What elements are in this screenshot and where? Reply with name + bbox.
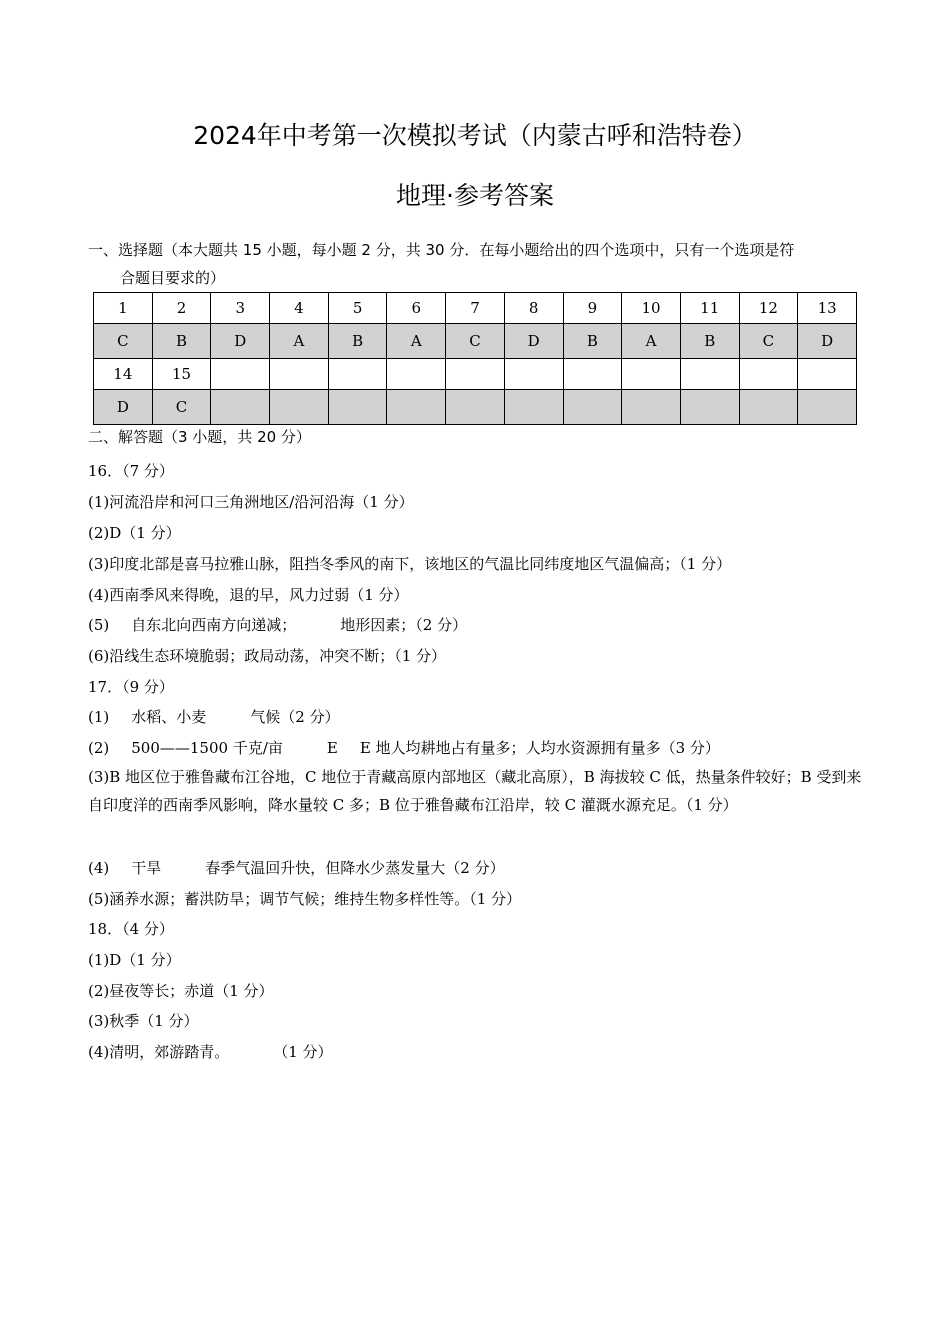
section1-heading-line1: 一、选择题（本大题共 15 小题，每小题 2 分，共 30 分．在每小题给出的四个选项中，只有一个选项是符 <box>88 241 795 259</box>
table-cell <box>680 390 739 425</box>
q16-answer-1: (1)河流沿岸和河口三角洲地区/沿河沿海（1 分） <box>88 493 414 511</box>
q17-answer-2-part2: E <box>326 739 338 757</box>
q18-answer-4 <box>88 1041 333 1062</box>
table-cell: B <box>680 324 739 359</box>
q17-answer-1-part1: 水稻、小麦 <box>131 708 207 726</box>
q16-answer-3: (3)印度北部是喜马拉雅山脉，阻挡冬季风的南下，该地区的气温比同纬度地区气温偏高；（1 分） <box>88 555 732 573</box>
table-cell <box>270 359 329 390</box>
table-row-answers-2 <box>94 390 857 425</box>
q18-answer-4-part2: （1 分） <box>273 1043 333 1061</box>
table-cell <box>504 390 563 425</box>
q17-answer-1-number: (1) <box>88 708 110 726</box>
table-cell: C <box>739 324 798 359</box>
table-cell: 9 <box>563 293 622 324</box>
q17-answer-4-part1: 干旱 <box>131 859 162 877</box>
q18-answer-2: (2)昼夜等长；赤道（1 分） <box>88 982 274 1000</box>
table-cell: 3 <box>211 293 270 324</box>
table-cell <box>798 359 857 390</box>
table-cell: C <box>446 324 505 359</box>
table-cell: 10 <box>622 293 681 324</box>
section2-heading: 二、解答题（3 小题，共 20 分） <box>88 428 311 446</box>
table-cell <box>739 390 798 425</box>
table-cell: B <box>563 324 622 359</box>
page-title: 2024年中考第一次模拟考试（内蒙古呼和浩特卷） <box>193 121 757 150</box>
table-cell <box>622 390 681 425</box>
section1-heading <box>88 236 868 292</box>
table-cell: C <box>94 324 153 359</box>
q16-answer-2: (2)D（1 分） <box>88 524 181 542</box>
table-cell: C <box>152 390 211 425</box>
table-cell: 6 <box>387 293 446 324</box>
table-cell <box>270 390 329 425</box>
q17-answer-1-part2: 气候（2 分） <box>250 708 340 726</box>
table-cell <box>680 359 739 390</box>
table-cell: 14 <box>94 359 153 390</box>
table-cell: D <box>504 324 563 359</box>
q17-answer-4-number: (4) <box>88 859 110 877</box>
table-cell <box>328 390 387 425</box>
q17-answer-2-number: (2) <box>88 739 110 757</box>
q18-heading: 18．（4 分） <box>88 920 174 938</box>
table-cell <box>504 359 563 390</box>
q16-heading: 16．（7 分） <box>88 462 174 480</box>
q16-answer-5-number: (5) <box>88 616 110 634</box>
table-cell <box>328 359 387 390</box>
table-cell <box>211 359 270 390</box>
table-cell: B <box>328 324 387 359</box>
table-row-numbers-2 <box>94 359 857 390</box>
table-cell: D <box>211 324 270 359</box>
table-cell: 13 <box>798 293 857 324</box>
q17-answer-2-part3: E 地人均耕地占有量多；人均水资源拥有量多（3 分） <box>359 739 720 757</box>
q17-answer-2-part1: 500——1500 千克/亩 <box>131 739 283 757</box>
table-cell <box>387 359 446 390</box>
table-cell: D <box>798 324 857 359</box>
table-row-numbers-1 <box>94 293 857 324</box>
table-cell <box>211 390 270 425</box>
q18-answer-3: (3)秋季（1 分） <box>88 1012 199 1030</box>
table-cell: 2 <box>152 293 211 324</box>
table-row-answers-1 <box>94 324 857 359</box>
q17-answer-4-part2: 春季气温回升快，但降水少蒸发量大（2 分） <box>205 859 505 877</box>
table-cell: 12 <box>739 293 798 324</box>
table-cell: 15 <box>152 359 211 390</box>
q16-answer-4: (4)西南季风来得晚，退的早，风力过弱（1 分） <box>88 586 409 604</box>
table-cell <box>446 390 505 425</box>
table-cell <box>622 359 681 390</box>
q16-answer-6: (6)沿线生态环境脆弱；政局动荡，冲突不断；（1 分） <box>88 647 447 665</box>
table-cell: A <box>270 324 329 359</box>
page-subtitle: 地理·参考答案 <box>396 181 554 210</box>
q16-answer-5-part2: 地形因素；（2 分） <box>340 616 468 634</box>
section1-heading-line2: 合题目要求的） <box>120 269 226 287</box>
table-cell: 8 <box>504 293 563 324</box>
table-cell <box>563 390 622 425</box>
table-cell <box>739 359 798 390</box>
table-cell: A <box>622 324 681 359</box>
table-cell: 5 <box>328 293 387 324</box>
table-cell <box>798 390 857 425</box>
q18-answer-1: (1)D（1 分） <box>88 951 181 969</box>
table-cell: D <box>94 390 153 425</box>
q17-answer-2 <box>88 737 720 758</box>
table-cell: A <box>387 324 446 359</box>
q16-answer-5-part1: 自东北向西南方向递减； <box>131 616 297 634</box>
table-cell <box>563 359 622 390</box>
answer-table <box>93 292 857 425</box>
table-cell: 4 <box>270 293 329 324</box>
q16-answer-5 <box>88 614 467 635</box>
q17-answer-3: (3)B 地区位于雅鲁藏布江谷地，C 地位于青藏高原内部地区（藏北高原），B 海拔较 C 低，热量条件较好；B 受到来自印度洋的西南季风影响，降水量较 C 多；B 位于雅鲁藏布江沿岸，较 C 灌溉水源充足。（1 分） <box>88 768 862 814</box>
table-cell: B <box>152 324 211 359</box>
table-cell: 11 <box>680 293 739 324</box>
q17-answer-4 <box>88 857 505 878</box>
table-cell: 1 <box>94 293 153 324</box>
table-cell <box>446 359 505 390</box>
q17-answer-5: (5)涵养水源；蓄洪防旱；调节气候；维持生物多样性等。（1 分） <box>88 890 522 908</box>
q18-answer-4-part1: (4)清明，郊游踏青。 <box>88 1043 230 1061</box>
q17-answer-1 <box>88 706 340 727</box>
table-cell <box>387 390 446 425</box>
table-cell: 7 <box>446 293 505 324</box>
q17-heading: 17．（9 分） <box>88 678 174 696</box>
